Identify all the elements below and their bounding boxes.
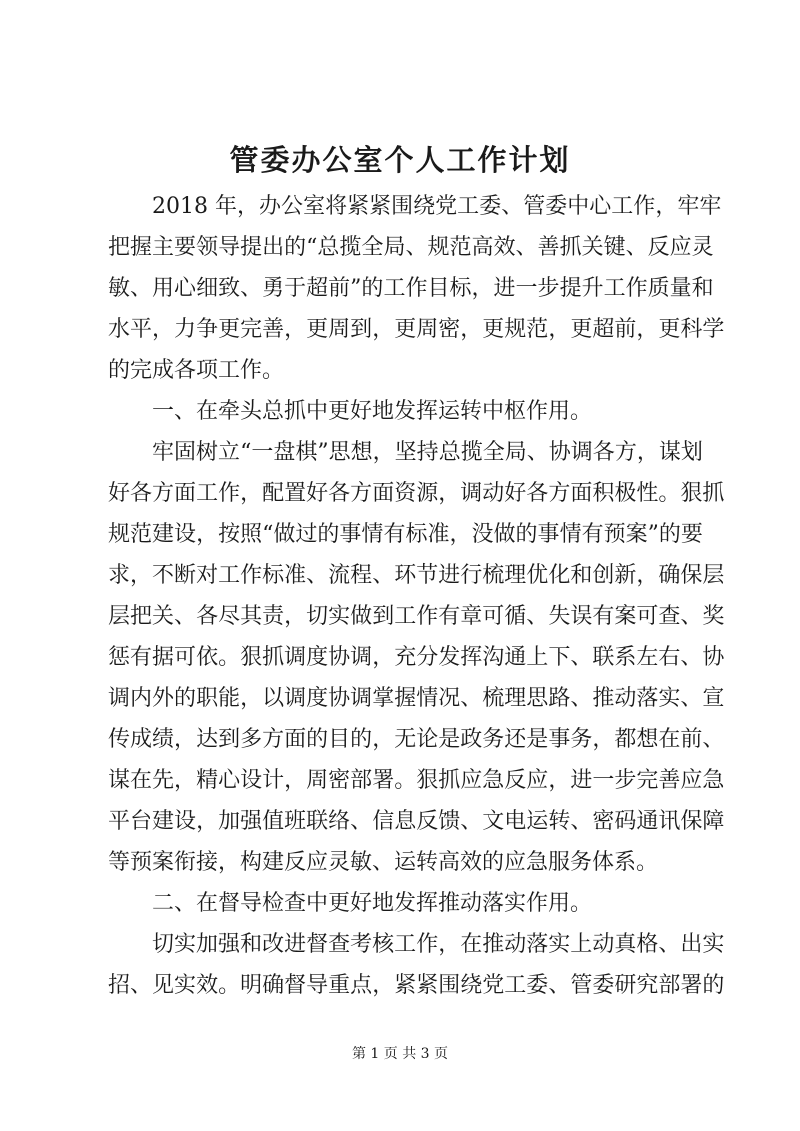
text-line: 谋 在 先 ， 精 心 设 计 ， 周 密 部 署 。 狠 抓 应 急 反 应 ， 进 一 步 完 善 应 急: [108, 768, 725, 793]
page-footer: 第 1 页 共 3 页: [351, 1046, 449, 1062]
text-line: 把 握 主 要 领 导 提 出 的 “ 总 揽 全 局 、 规 范 高 效 、 善 抓 关 键 、 反 应 灵: [108, 235, 714, 260]
text-line: 的完成各项工作。: [108, 358, 285, 383]
document-title: 管委办公室个人工作计划: [229, 143, 571, 177]
text-line: 惩 有 据 可 依 。 狠 抓 调 度 协 调 ， 充 分 发 挥 沟 通 上 下 、 联 系 左 右 、 协: [108, 645, 725, 670]
text-line: 层 把 关 、 各 尽 其 责 ， 切 实 做 到 工 作 有 章 可 循 、 失 误 有 案 可 查 、 奖: [108, 604, 725, 629]
text-line: 传 成 绩 ， 达 到 多 方 面 的 目 的 ， 无 论 是 政 务 还 是 事 务 ， 都 想 在 前 、: [108, 727, 725, 752]
text-line: 等预案衔接，构建反应灵敏、运转高效的应急服务体系。: [108, 850, 659, 875]
text-line: 水 平 ， 力 争 更 完 善 ， 更 周 到 ， 更 周 密 ， 更 规 范 ， 更 超 前 ， 更 科 学: [108, 317, 725, 342]
text-line: 敏 、 用 心 细 致 、 勇 于 超 前 ” 的 工 作 目 标 ， 进 一 步 提 升 工 作 质 量 和: [108, 276, 714, 301]
section-heading: 一、在牵头总抓中更好地发挥运转中枢作用。: [152, 399, 593, 424]
text-line: 调 内 外 的 职 能 ， 以 调 度 协 调 掌 握 情 况 、 梳 理 思 路 、 推 动 落 实 、 宣: [108, 686, 725, 711]
text-line: 2 0 1 8 年 ， 办 公 室 将 紧 紧 围 绕 党 工 委 、 管 委 中 心 工 作 ， 牢 牢: [152, 194, 722, 219]
document-body: [108, 186, 725, 1006]
section-heading: 二、在督导检查中更好地发挥推动落实作用。: [152, 891, 593, 916]
text-line: 规 范 建 设 ， 按 照 “ 做 过 的 事 情 有 标 准 ， 没 做 的 事 情 有 预 案 ” 的 要: [108, 522, 703, 547]
text-line: 切 实 加 强 和 改 进 督 查 考 核 工 作 ， 在 推 动 落 实 上 动 真 格 、 出 实: [152, 932, 725, 957]
text-line: 平 台 建 设 ， 加 强 值 班 联 络 、 信 息 反 馈 、 文 电 运 转 、 密 码 通 讯 保 障: [108, 809, 725, 834]
text-line: 招 、 见 实 效 。 明 确 督 导 重 点 ， 紧 紧 围 绕 党 工 委 、 管 委 研 究 部 署 的: [108, 973, 725, 998]
text-line: 求 ， 不 断 对 工 作 标 准 、 流 程 、 环 节 进 行 梳 理 优 化 和 创 新 ， 确 保 层: [108, 563, 725, 588]
text-line: 好 各 方 面 工 作 ， 配 置 好 各 方 面 资 源 ， 调 动 好 各 方 面 积 极 性 。 狠 抓: [108, 481, 725, 506]
text-line: 牢 固 树 立 “ 一 盘 棋 ” 思 想 ， 坚 持 总 揽 全 局 、 协 调 各 方 ， 谋 划: [152, 440, 703, 465]
